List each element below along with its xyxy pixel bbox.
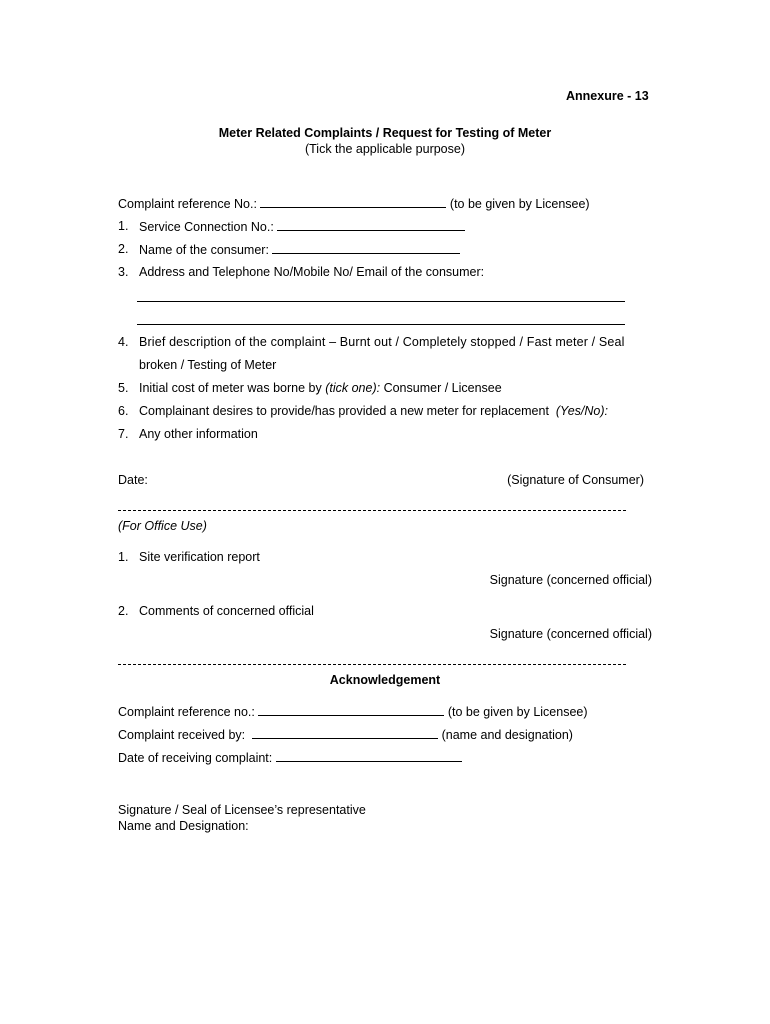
meter-cost-text [139, 381, 502, 396]
new-meter-text [139, 404, 608, 419]
item-number: 2. [118, 604, 129, 618]
ack-reference-field[interactable] [258, 704, 444, 716]
site-verification-label: Site verification report [139, 550, 260, 564]
official-comments-label: Comments of concerned official [139, 604, 314, 618]
acknowledgement-heading: Acknowledgement [329, 673, 441, 687]
official-signature-2: Signature (concerned official) [489, 627, 652, 641]
ack-reference-label: Complaint reference no.: [118, 705, 255, 719]
address-label: Address and Telephone No/Mobile No/ Email of the consumer: [139, 265, 485, 279]
official-signature-1: Signature (concerned official) [489, 573, 652, 587]
meter-cost-label: Initial cost of meter was borne by [139, 381, 326, 395]
service-connection-label: Service Connection No.: [139, 220, 274, 234]
signature-seal-label: Signature / Seal of Licensee’s representative [118, 803, 366, 817]
other-info-label: Any other information [139, 427, 258, 441]
dashed-divider-2 [118, 664, 626, 665]
item-number: 4. [118, 335, 129, 349]
date-label: Date: [118, 473, 148, 487]
annexure-label: Annexure - 13 [566, 89, 649, 103]
ack-received-note: (name and designation) [441, 728, 573, 742]
new-meter-label: Complainant desires to provide/has provided a new meter for replacement [139, 404, 549, 418]
complaint-description-text: Brief description of the complaint – Burnt out / Completely stopped / Fast meter / Seal [139, 335, 625, 349]
ack-received-label: Complaint received by: [118, 728, 246, 742]
ack-received-field[interactable] [252, 727, 438, 739]
item-number: 7. [118, 427, 129, 441]
tick-one-hint: (tick one): [325, 381, 381, 395]
office-use-heading: (For Office Use) [118, 519, 207, 533]
ack-date-row [118, 750, 462, 766]
ack-reference-note: (to be given by Licensee) [447, 705, 588, 719]
consumer-name-label: Name of the consumer: [139, 243, 269, 257]
item-number: 3. [118, 265, 129, 279]
ack-received-row [118, 727, 573, 743]
ack-date-field[interactable] [276, 750, 462, 762]
complaint-reference-field[interactable] [260, 196, 446, 208]
ack-reference-row [118, 704, 588, 720]
service-connection-field[interactable] [277, 219, 465, 231]
complaint-reference-label: Complaint reference No.: [118, 197, 257, 211]
ack-date-label: Date of receiving complaint: [118, 751, 273, 765]
item-number: 1. [118, 550, 129, 564]
address-line-2[interactable] [137, 324, 625, 325]
item-number: 1. [118, 219, 129, 233]
yes-no-hint[interactable]: (Yes/No): [555, 404, 608, 418]
form-title: Meter Related Complaints / Request for Testing of Meter [218, 126, 552, 140]
meter-cost-options[interactable]: Consumer / Licensee [380, 381, 502, 395]
complaint-description-text-cont: broken / Testing of Meter [139, 358, 277, 372]
form-subtitle: (Tick the applicable purpose) [304, 142, 466, 156]
name-designation-label: Name and Designation: [118, 819, 249, 833]
address-line-1[interactable] [137, 301, 625, 302]
consumer-name-field[interactable] [272, 242, 460, 254]
item-number: 2. [118, 242, 129, 256]
consumer-signature-label: (Signature of Consumer) [507, 473, 644, 487]
complaint-reference-row [118, 196, 590, 212]
complaint-reference-note: (to be given by Licensee) [449, 197, 590, 211]
item-number: 6. [118, 404, 129, 418]
item-number: 5. [118, 381, 129, 395]
dashed-divider-1 [118, 510, 626, 511]
